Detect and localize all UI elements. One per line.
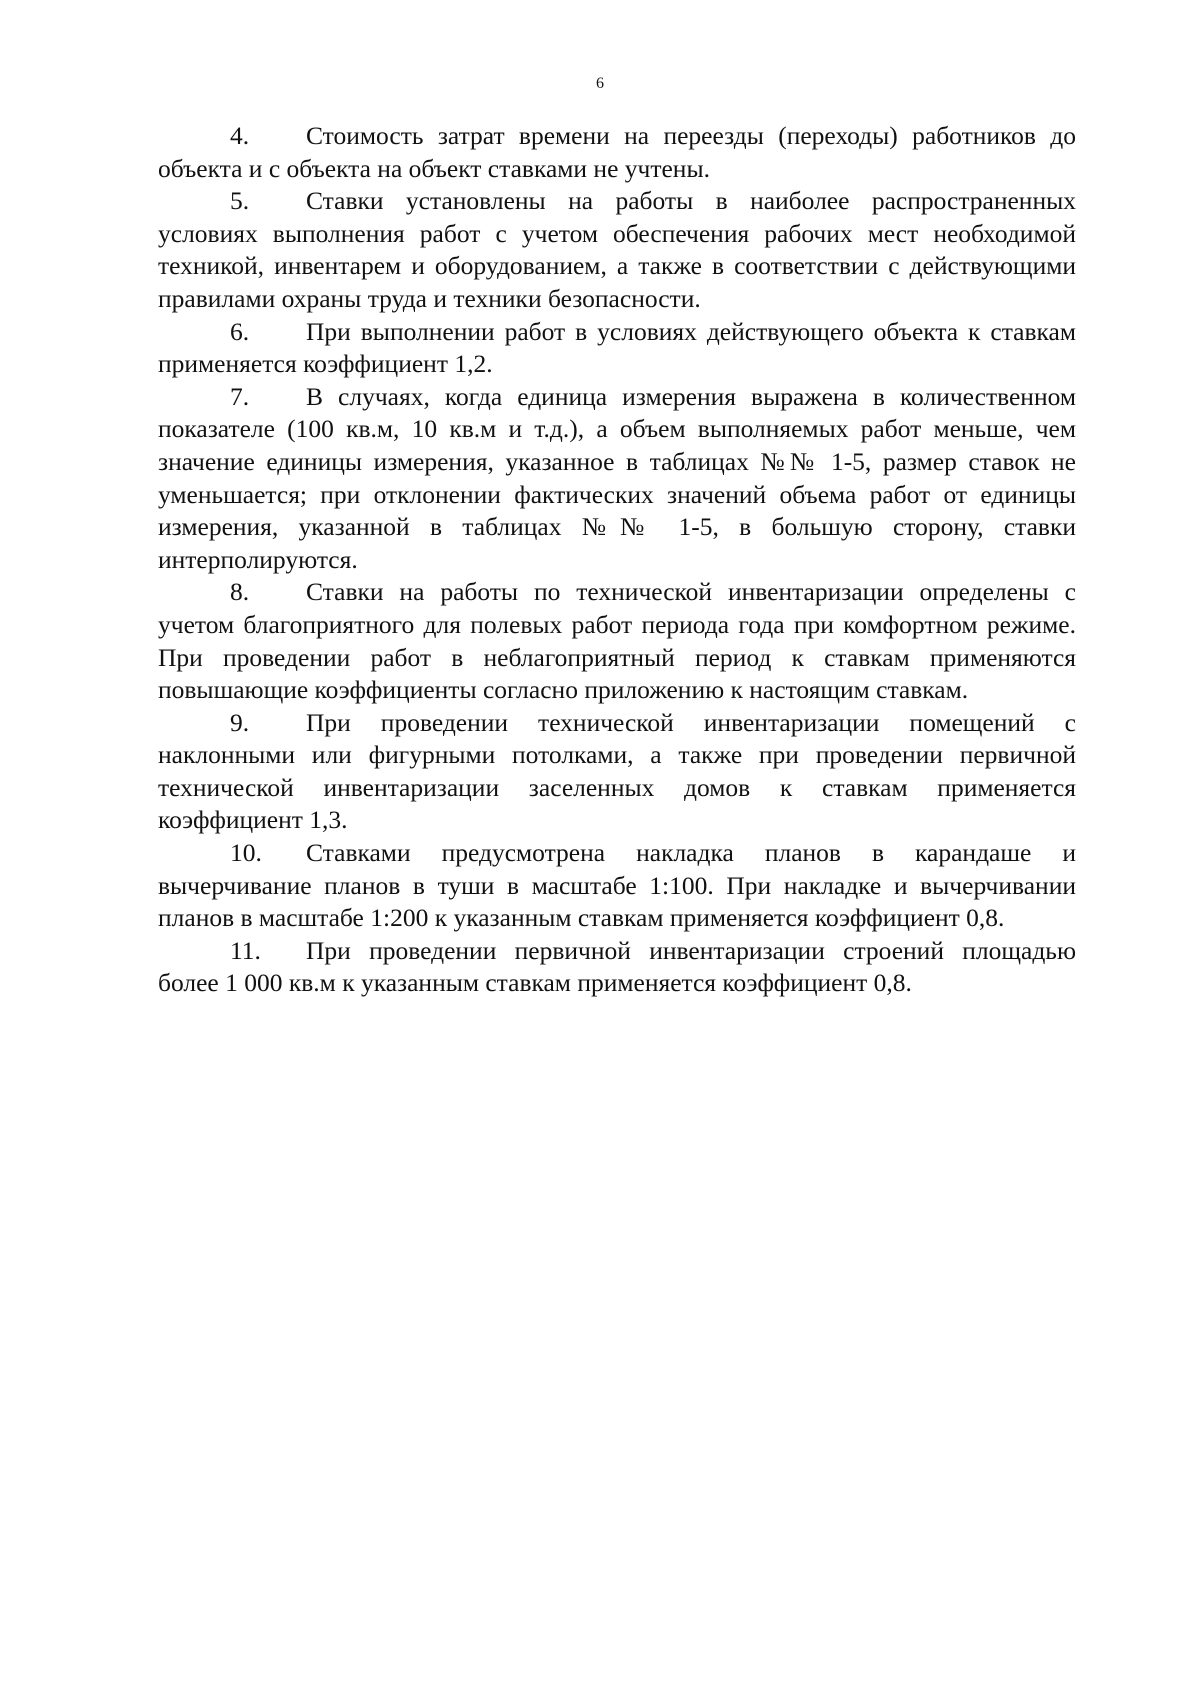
clause-text: В случаях, когда единица измерения выражена в количественном показателе (100 кв.м, 10 кв.м и т.д.), а объем выполняемых работ меньше, чем значение единицы измерения, указанное в таблицах №№ 1-5, размер ставок не уменьшается; при отклонении фактических значений объема работ от единицы измерения, указанной в таблицах №№ 1-5, в большую сторону, ставки интерполируются. (158, 381, 1076, 574)
clause-9 (158, 707, 1076, 837)
clause-number: 10. (230, 838, 262, 868)
clause-text: При проведении первичной инвентаризации строений площадью более 1 000 кв.м к указанным ставкам применяется коэффициент 0,8. (158, 935, 1076, 998)
clause-number: 5. (230, 186, 250, 216)
document-body (158, 120, 1076, 1000)
clause-text: Ставки на работы по технической инвентаризации определены с учетом благоприятного для полевых работ периода года при комфортном режиме. При проведении работ в неблагоприятный период к ставкам применяются повышающие коэффициенты согласно приложению к настоящим ставкам. (158, 577, 1076, 705)
clause-10 (158, 837, 1076, 935)
clause-number: 9. (230, 707, 250, 737)
clause-text: При проведении технической инвентаризации помещений с наклонными или фигурными потолками, а также при проведении первичной технической инвентаризации заселенных домов к ставкам применяется коэффициент 1,3. (158, 707, 1076, 835)
clause-4 (158, 120, 1076, 185)
clause-5 (158, 185, 1076, 315)
page-number: 6 (596, 75, 604, 92)
clause-8 (158, 576, 1076, 706)
clause-number: 11. (230, 935, 261, 965)
clause-text: Ставки установлены на работы в наиболее распространенных условиях выполнения работ с учетом обеспечения рабочих мест необходимой техникой, инвентарем и оборудованием, а также в соответствии с действующими правилами охраны труда и техники безопасности. (158, 186, 1076, 313)
clause-number: 4. (230, 121, 250, 150)
clause-text: При выполнении работ в условиях действующего объекта к ставкам применяется коэффициент 1,2. (158, 316, 1076, 379)
clause-text: Ставками предусмотрена накладка планов в карандаше и вычерчивание планов в туши в масштабе 1:100. При накладке и вычерчивании планов в масштабе 1:200 к указанным ставкам применяется коэффициент 0,8. (158, 838, 1076, 933)
clause-6 (158, 316, 1076, 381)
clause-11 (158, 935, 1076, 1000)
clause-text: Стоимость затрат времени на переезды (переходы) работников до объекта и с объекта на объект ставками не учтены. (158, 121, 1076, 183)
clause-number: 7. (230, 381, 250, 411)
clause-number: 6. (230, 316, 250, 346)
clause-number: 8. (230, 577, 250, 607)
clause-7 (158, 381, 1076, 577)
